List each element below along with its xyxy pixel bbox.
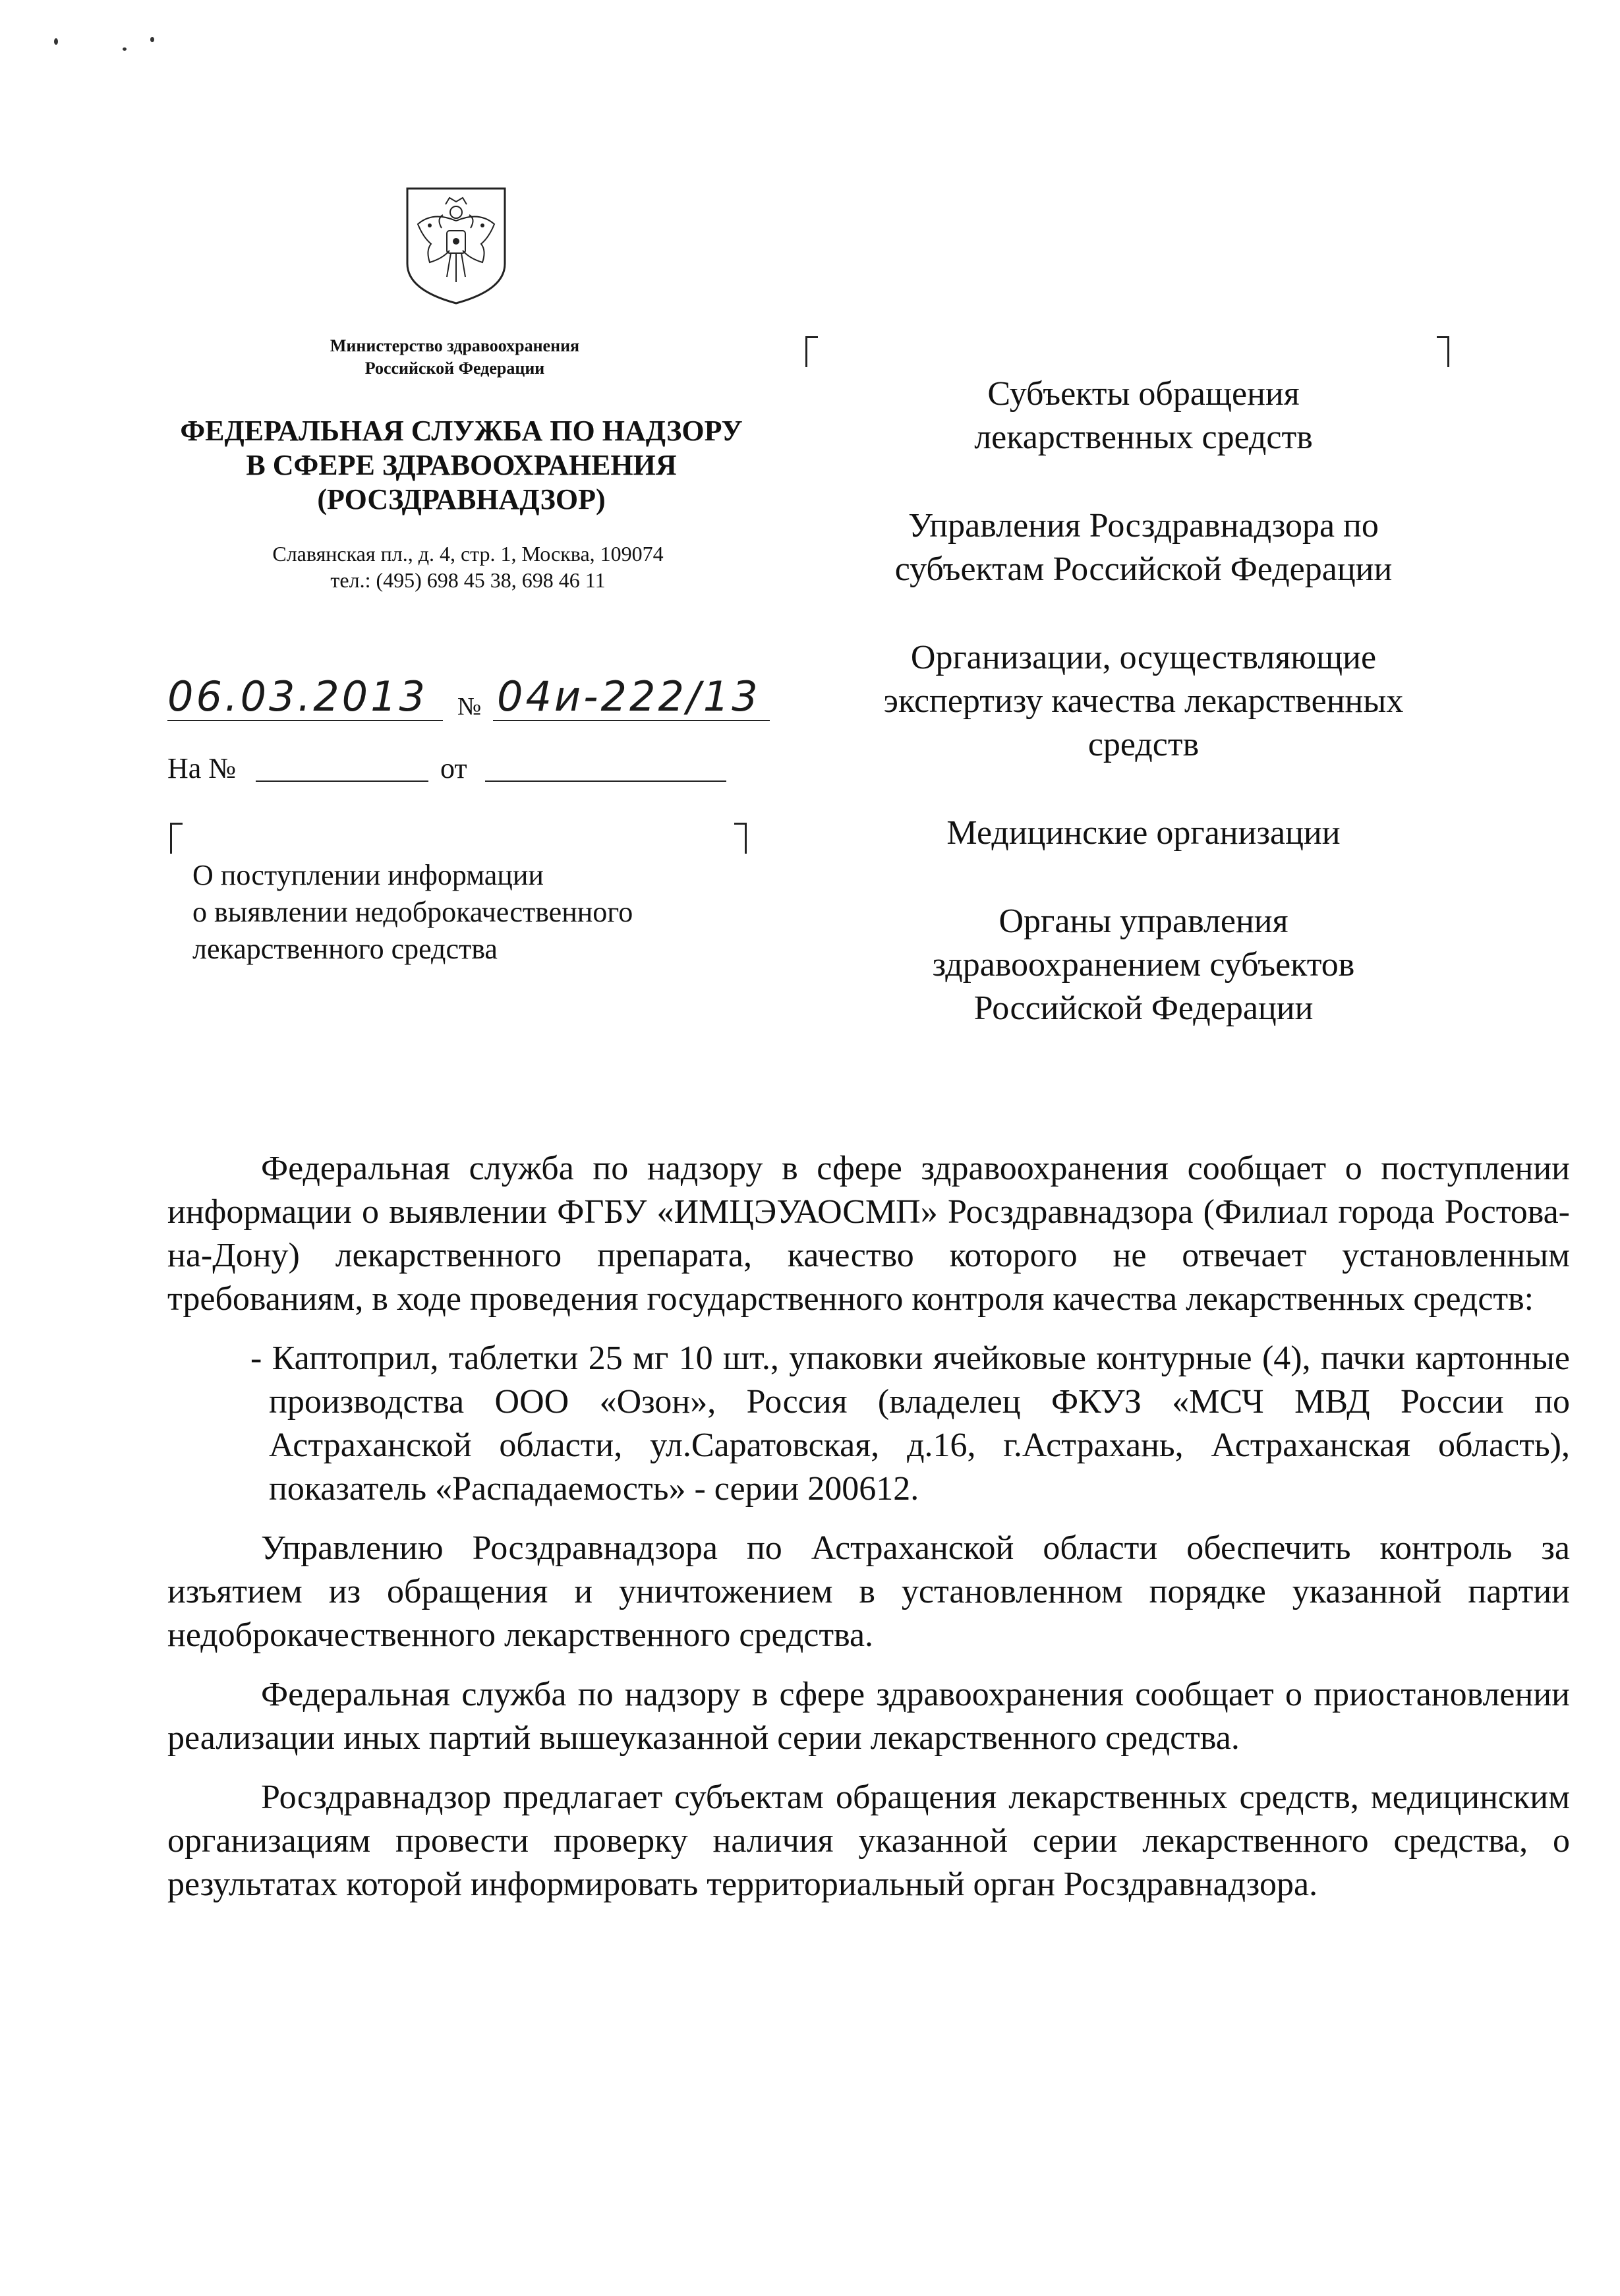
ministry-line-1: Министерство здравоохранения [330, 336, 580, 355]
agency-line-3: (РОСЗДРАВНАДЗОР) [317, 483, 606, 515]
address-line-1: Славянская пл., д. 4, стр. 1, Москва, 109074 [272, 542, 664, 566]
addressee-line: лекарственных средств [974, 419, 1313, 456]
addressee-line: Органы управления [998, 902, 1288, 940]
addressee-line: Управления Росздравнадзора по [908, 507, 1379, 545]
body-paragraph-1: Федеральная служба по надзору в сфере здравоохранения сообщает о поступлении информации о выявлении ФГБУ «ИМЦЭУАОСМП» Росздравнадзора (Филиал города Ростова-на-Дону) лекарственного препарата, качество которого не отвечает установленным требованиям, в ходе проведения государственного контроля качества лекарственных средств: [167, 1150, 1570, 1318]
registration-line [167, 672, 826, 732]
subject-line-2: о выявлении недоброкачественного [192, 896, 633, 928]
document-date: 06.03.2013 [167, 672, 428, 721]
addressee-line: Российской Федерации [973, 989, 1314, 1027]
body-paragraph-2: Управлению Росздравнадзора по Астраханской области обеспечить контроль за изъятием из обращения и уничтожением в установленном порядке указанной партии недоброкачественного лекарственного средства. [167, 1529, 1570, 1654]
subject-line-1: О поступлении информации [192, 859, 544, 891]
number-underline [493, 720, 770, 721]
subject-line-3: лекарственного средства [192, 933, 498, 965]
addressee-line: субъектам Российской Федерации [894, 550, 1393, 588]
body-paragraph-4: Росздравнадзор предлагает субъектам обращения лекарственных средств, медицинским организациям провести проверку наличия указанной серии лекарственного средства, о результатах которой информировать территориальный орган Росздравнадзора. [167, 1779, 1570, 1903]
addressee-block [830, 372, 1457, 459]
addressee-line: Медицинские организации [946, 814, 1341, 852]
scan-speck [54, 38, 58, 45]
agency-line-2: В СФЕРЕ ЗДРАВООХРАНЕНИЯ [246, 449, 677, 481]
ministry-name [250, 335, 659, 380]
addressee-line: здравоохранением субъектов [932, 946, 1355, 984]
addressee-line: Субъекты обращения [987, 375, 1300, 413]
addressee-list [830, 372, 1457, 1075]
address-line-2: тел.: (495) 698 45 38, 698 46 11 [330, 568, 606, 592]
agency-name [132, 414, 791, 517]
scan-speck [123, 47, 127, 51]
agency-address [211, 541, 725, 593]
reference-from-label: от [440, 752, 467, 784]
addressee-block [830, 900, 1457, 1030]
reference-number-label: На № [167, 752, 237, 784]
addressee-line: экспертизу качества лекарственных [883, 682, 1404, 720]
addressee-block [830, 811, 1457, 855]
subject-bracket-left [170, 823, 183, 854]
date-underline [167, 720, 443, 721]
agency-line-1: ФЕДЕРАЛЬНАЯ СЛУЖБА ПО НАДЗОРУ [180, 415, 743, 447]
reference-number-blank [256, 780, 428, 782]
addressee-block [830, 504, 1457, 591]
letter-body [167, 1147, 1570, 1906]
letter-subject [192, 857, 759, 968]
addressee-line: Организации, осуществляющие [910, 639, 1377, 676]
coat-of-arms-emblem [403, 185, 509, 307]
ministry-line-2: Российской Федерации [364, 359, 545, 378]
address-bracket-left [805, 336, 818, 367]
body-paragraph-3: Федеральная служба по надзору в сфере здравоохранения сообщает о приостановлении реализации иных партий вышеуказанной серии лекарственного средства. [167, 1676, 1570, 1757]
reference-date-blank [485, 780, 726, 782]
document-number: 04и-222/13 [497, 672, 761, 721]
reference-line [167, 751, 761, 791]
addressee-line: средств [1087, 726, 1200, 763]
subject-bracket-right [734, 823, 747, 854]
drug-item: - Каптоприл, таблетки 25 мг 10 шт., упаковки ячейковые контурные (4), пачки картонные производства ООО «Озон», Россия (владелец ФКУЗ «МСЧ МВД России по Астраханской области, ул.Саратовская, д.16, г.Астрахань, Астраханская область), показатель «Распадаемость» - серии 200612. [250, 1339, 1570, 1508]
scan-speck [150, 37, 154, 42]
address-bracket-right [1437, 336, 1449, 367]
addressee-block [830, 636, 1457, 767]
number-sign: № [457, 693, 482, 721]
